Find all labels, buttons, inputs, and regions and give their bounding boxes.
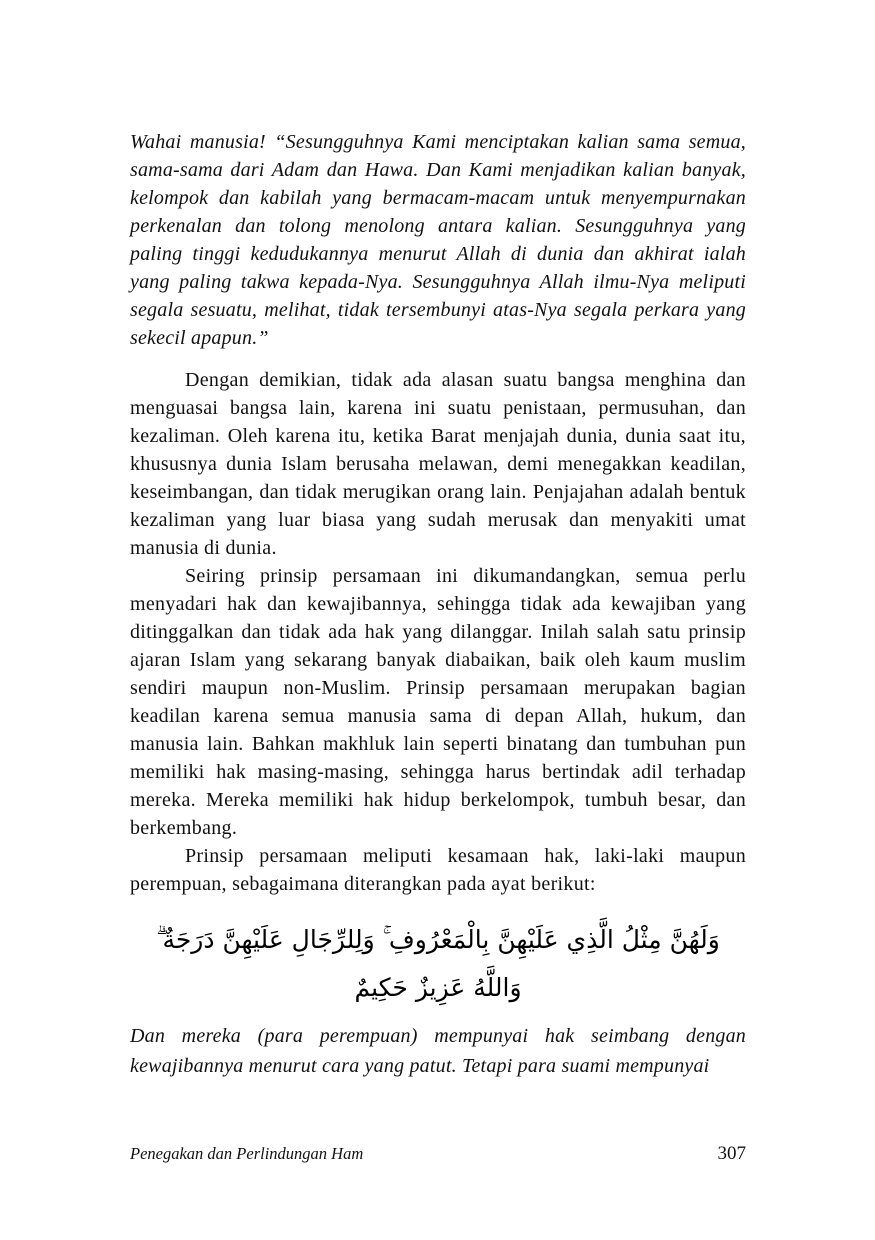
page-number: 307 — [717, 1143, 746, 1164]
page-footer — [130, 1143, 746, 1165]
body-paragraph: Seiring prinsip persamaan ini dikumandangkan, semua perlu menyadari hak dan kewajibannya, sehingga tidak ada kewajiban yang ditinggalkan dan tidak ada hak yang dilanggar. Inilah salah satu prinsip ajaran Islam yang sekarang banyak diabaikan, baik oleh kaum muslim sendiri maupun non-Muslim. Prinsip persamaan merupakan bagian keadilan karena semua manusia sama di depan Allah, hukum, dan manusia lain. Bahkan makhluk lain seperti binatang dan tumbuhan pun memiliki hak masing-masing, sehingga harus bertindak adil terhadap mereka. Mereka memiliki hak hidup berkelompok, tumbuh besar, dan berkembang. — [130, 565, 746, 839]
running-title: Penegakan dan Perlindungan Ham — [130, 1144, 364, 1163]
body-paragraph: Dengan demikian, tidak ada alasan suatu bangsa menghina dan menguasai bangsa lain, karena ini suatu penistaan, permusuhan, dan kezaliman. Oleh karena itu, ketika Barat menjajah dunia, dunia saat itu, khususnya dunia Islam berusaha melawan, demi menegakkan keadilan, keseimbangan, dan tidak merugikan orang lain. Penjajahan adalah bentuk kezaliman yang luar biasa yang sudah merusak dan menyakiti umat manusia di dunia. — [130, 369, 746, 559]
arabic-verse: وَلَهُنَّ مِثْلُ الَّذِي عَلَيْهِنَّ بِالْمَعْرُوفِ ۚ وَلِلرِّجَالِ عَلَيْهِنَّ دَرَجَةٌ ۗ وَاللَّهُ عَزِيزٌ حَكِيمٌ — [156, 925, 720, 1002]
verse-translation-quote: Dan mereka (para perempuan) mempunyai hak seimbang dengan kewajibannya menurut cara yang patut. Tetapi para suami mempunyai — [130, 1025, 746, 1077]
body-paragraph: Prinsip persamaan meliputi kesamaan hak, laki-laki maupun perempuan, sebagaimana diterangkan pada ayat berikut: — [130, 845, 746, 895]
quran-translation-quote: Wahai manusia! “Sesungguhnya Kami menciptakan kalian sama semua, sama-sama dari Adam dan Hawa. Dan Kami menjadikan kalian banyak, kelompok dan kabilah yang bermacam-macam untuk menyempurnakan perkenalan dan tolong menolong antara kalian. Sesungguhnya yang paling tinggi kedudukannya menurut Allah di dunia dan akhirat ialah yang paling takwa kepada-Nya. Sesungguhnya Allah ilmu-Nya meliputi segala sesuatu, melihat, tidak tersembunyi atas-Nya segala perkara yang sekecil apapun.” — [130, 131, 746, 349]
page-content — [130, 128, 746, 1081]
